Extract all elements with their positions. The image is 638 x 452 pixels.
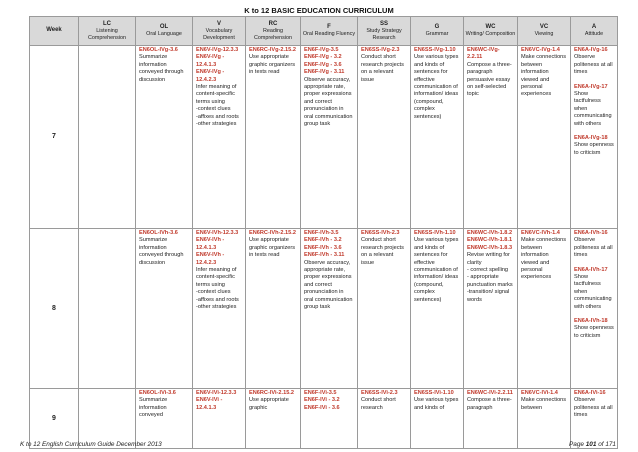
competency-text: Observe accuracy, appropriate rate, proper expressions and correct pronunciation in oral communication group task (304, 259, 353, 311)
competency-text: -context clues (196, 106, 231, 113)
header-abbr: LC (103, 20, 111, 27)
competency-code: EN6V-IVi - 12.4.1.3 (196, 397, 223, 411)
competency-code: EN6F-IVi-3.5 (304, 390, 337, 396)
competency-text: - correct spelling (467, 267, 509, 274)
competency-text: Use appropriate graphic (249, 397, 289, 411)
week-number: 8 (30, 229, 79, 389)
header-name: Vocabulary Development (203, 28, 235, 41)
competency-text: -context clues (196, 289, 231, 296)
competency-text: Summarize information conveyed through discussion (139, 237, 184, 266)
column-header-vc (518, 17, 571, 46)
competency-text: Show tactfulness when communicating with others (574, 91, 612, 127)
page-of-label: of (598, 441, 604, 448)
week-number: 9 (30, 389, 79, 449)
header-abbr: F (327, 24, 331, 30)
competency-text: Use various types and kinds of sentences for effective communication of information/ ideas (compound, complex sentences) (414, 237, 459, 303)
header-name: Grammar (425, 31, 449, 38)
competency-text: Revise writing for clarity (467, 252, 510, 266)
page-title: K to 12 BASIC EDUCATION CURRICULUM (244, 6, 394, 15)
table-cell (411, 229, 464, 389)
competency-code: EN6A-IVi-16 (574, 390, 606, 396)
competency-code: EN6WC-IVg-2.2.11 (467, 47, 500, 61)
competency-code: EN6F-IVg - 3.11 (304, 69, 345, 76)
column-header-ss (358, 17, 411, 46)
table-cell (193, 229, 246, 389)
competency-code: EN6A-IVh-16 (574, 230, 608, 236)
competency-code: EN6SS-IVh-1.10 (414, 230, 456, 236)
competency-text: Summarize information conveyed through discussion (139, 54, 184, 83)
column-header-g (411, 17, 464, 46)
table-cell (464, 389, 518, 449)
table-cell (571, 46, 618, 229)
competency-text: Conduct short research projects on a relevant issue (361, 237, 404, 266)
curriculum-table (29, 16, 618, 449)
competency-code: EN6A-IVg-18 (574, 135, 608, 142)
competency-code: EN6F-IVg-3.5 (304, 47, 339, 53)
table-cell (358, 229, 411, 389)
competency-code: EN6WC-IVh-1.8.1 (467, 237, 513, 244)
competency-text: Use appropriate graphic organizers in texts read (249, 54, 296, 76)
table-row (30, 389, 618, 449)
competency-code: EN6SS-IVg-2.3 (361, 47, 400, 53)
competency-text: Use appropriate graphic organizers in texts read (249, 237, 296, 259)
competency-text: Show openness to criticism (574, 142, 614, 156)
competency-code: EN6WC-IVh-1.8.2 (467, 230, 513, 236)
spacer (574, 260, 614, 267)
table-cell (358, 46, 411, 229)
competency-code: EN6SS-IVh-2.3 (361, 230, 400, 236)
header-abbr: SS (379, 20, 388, 27)
column-header-week (30, 17, 79, 46)
competency-text: Summarize information conveyed (139, 397, 168, 419)
competency-text: Conduct short research (361, 397, 396, 411)
table-cell (301, 389, 358, 449)
table-cell (518, 389, 571, 449)
table-cell (246, 389, 301, 449)
competency-text: Use various types and kinds of (414, 397, 459, 411)
competency-text: Observe politeness at all times (574, 397, 613, 419)
competency-code: EN6V-IVi-12.3.3 (196, 390, 237, 396)
competency-code: EN6V-IVg - 12.4.2.3 (196, 69, 225, 83)
competency-code: EN6VC-IVg-1.4 (521, 47, 560, 53)
competency-code: EN6WC-IVi-2.2.11 (467, 390, 513, 396)
week-number: 7 (30, 46, 79, 229)
table-cell (518, 229, 571, 389)
table-cell (571, 229, 618, 389)
competency-text: Make connections between information viewed and personal experiences (521, 237, 567, 281)
header-name: Attitude (584, 31, 604, 38)
competency-code: EN6A-IVh-17 (574, 266, 608, 273)
column-header-lc (79, 17, 136, 46)
competency-code: EN6F-IVi - 3.2 (304, 397, 340, 404)
competency-text: -affixes and roots (196, 113, 239, 120)
competency-code: EN6A-IVg-17 (574, 83, 608, 90)
competency-text: -affixes and roots (196, 296, 239, 303)
table-cell (79, 229, 136, 389)
competency-code: EN6VC-IVi-1.4 (521, 390, 558, 396)
competency-code: EN6F-IVi - 3.6 (304, 404, 340, 411)
competency-text: Show openness to criticism (574, 325, 614, 339)
table-cell (193, 46, 246, 229)
spacer (574, 128, 614, 135)
competency-text: Compose a three-paragraph (467, 397, 512, 411)
competency-text: Show tactfulness when communicating with others (574, 274, 612, 310)
competency-code: EN6OL-IVh-3.6 (139, 230, 178, 236)
competency-code: EN6V-IVh - 12.4.1.3 (196, 237, 225, 251)
competency-code: EN6V-IVh-12.3.3 (196, 230, 239, 236)
competency-code: EN6A-IVh-18 (574, 318, 608, 325)
table-cell (136, 389, 193, 449)
header-abbr: RC (268, 20, 278, 27)
column-header-wc (464, 17, 518, 46)
competency-text: - appropriate punctuation marks (467, 274, 513, 288)
spacer (574, 77, 614, 84)
page-current: 101 (585, 441, 597, 448)
header-name: Study Strategy Research (366, 28, 402, 41)
table-cell (301, 229, 358, 389)
competency-code: EN6F-IVh - 3.11 (304, 252, 345, 259)
competency-code: EN6OL-IVi-3.6 (139, 390, 176, 396)
competency-code: EN6V-IVg - 12.4.1.3 (196, 54, 225, 68)
table-cell (411, 46, 464, 229)
table-cell (411, 389, 464, 449)
competency-code: EN6A-IVg-16 (574, 47, 608, 53)
header-name: Oral Language (146, 31, 182, 38)
competency-code: EN6VC-IVh-1.4 (521, 230, 560, 236)
competency-code: EN6F-IVh - 3.2 (304, 237, 342, 244)
spacer (574, 311, 614, 318)
header-abbr: WC (485, 24, 496, 30)
competency-text: Conduct short research projects on a relevant issue (361, 54, 404, 83)
competency-text: Infer meaning of content-specific terms using (196, 267, 237, 288)
competency-code: EN6WC-IVh-1.8.3 (467, 244, 513, 251)
header-name: Listening Comprehension (87, 28, 127, 41)
competency-code: EN6SS-IVi-1.10 (414, 390, 454, 396)
table-row (30, 46, 618, 229)
table-cell (301, 46, 358, 229)
header-name: Viewing (534, 31, 554, 38)
table-row (30, 229, 618, 389)
header-abbr: VC (539, 24, 549, 30)
competency-text: Observe politeness at all times (574, 54, 613, 76)
page-label: Page (569, 441, 584, 448)
table-cell (518, 46, 571, 229)
competency-text: Use various types and kinds of sentences for effective communication of information/ ideas (compound, complex sentences) (414, 54, 459, 120)
header-name: Writing/ Composition (465, 31, 516, 38)
table-cell (136, 46, 193, 229)
competency-text: -transition/ signal words (467, 289, 510, 303)
competency-text: -other strategies (196, 304, 237, 311)
competency-code: EN6F-IVh-3.5 (304, 230, 339, 236)
header-abbr: Week (46, 27, 62, 34)
competency-code: EN6F-IVg - 3.6 (304, 61, 342, 68)
competency-text: Observe accuracy, appropriate rate, proper expressions and correct pronunciation in oral communication group task (304, 76, 353, 128)
competency-text: Infer meaning of content-specific terms using (196, 84, 237, 105)
competency-code: EN6SS-IVg-1.10 (414, 47, 456, 53)
table-cell (571, 389, 618, 449)
competency-code: EN6RC-IVi-2.15.2 (249, 390, 294, 396)
table-cell (464, 229, 518, 389)
competency-text: Make connections between (521, 397, 567, 411)
table-cell (79, 389, 136, 449)
footer-doc-title: K to 12 English Curriculum Guide December 2013 (20, 441, 162, 448)
competency-text: -other strategies (196, 121, 237, 128)
column-header-a (571, 17, 618, 46)
competency-code: EN6SS-IVi-2.3 (361, 390, 398, 396)
competency-text: Observe politeness at all times (574, 237, 613, 259)
column-header-v (193, 17, 246, 46)
header-abbr: G (434, 24, 440, 30)
table-cell (193, 389, 246, 449)
column-header-rc (246, 17, 301, 46)
column-header-ol (136, 17, 193, 46)
competency-text: Compose a three-paragraph persuasive essay on self-selected topic (467, 61, 512, 98)
table-cell (79, 46, 136, 229)
competency-code: EN6RC-IVg-2.15.2 (249, 47, 296, 53)
table-cell (358, 389, 411, 449)
header-abbr: OL (159, 24, 169, 30)
table-cell (136, 229, 193, 389)
competency-code: EN6F-IVg - 3.2 (304, 54, 342, 61)
header-name: Oral Reading Fluency (302, 31, 356, 38)
header-name: Reading Comprehension (253, 28, 293, 41)
competency-code: EN6F-IVh - 3.6 (304, 244, 342, 251)
competency-code: EN6V-IVg-12.3.3 (196, 47, 239, 53)
competency-code: EN6RC-IVh-2.15.2 (249, 230, 296, 236)
header-abbr: A (591, 24, 597, 30)
column-header-f (301, 17, 358, 46)
table-cell (246, 229, 301, 389)
competency-code: EN6OL-IVg-3.6 (139, 47, 178, 53)
competency-code: EN6V-IVh - 12.4.2.3 (196, 252, 225, 266)
competency-text: Make connections between information viewed and personal experiences (521, 54, 567, 98)
page-total: 171 (605, 441, 616, 448)
table-cell (464, 46, 518, 229)
footer-page-number (569, 441, 616, 448)
table-header-row (30, 17, 618, 46)
header-abbr: V (216, 20, 221, 27)
table-cell (246, 46, 301, 229)
